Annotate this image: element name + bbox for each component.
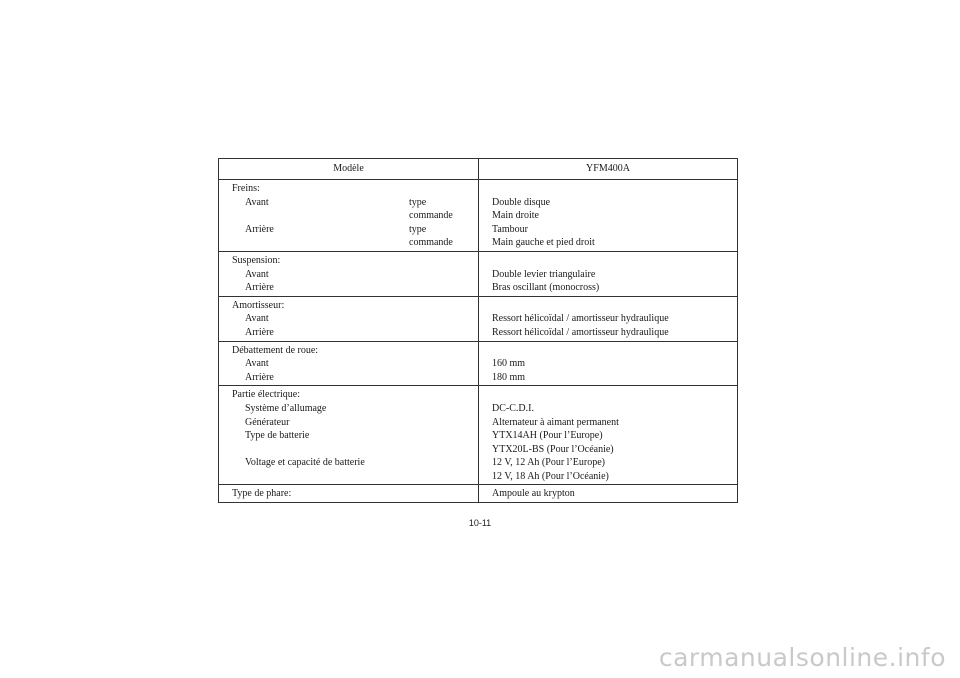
section-label-electrique: Partie électrique:: [232, 389, 301, 401]
table-row: [219, 485, 738, 503]
row-sublabel: type: [409, 196, 427, 208]
section-label-suspension: Suspension:: [232, 254, 281, 266]
row-value: YTX14AH (Pour l’Europe): [479, 429, 738, 443]
table-row: [219, 402, 738, 416]
row-value: Alternateur à aimant permanent: [479, 416, 738, 430]
section-label-freins: Freins:: [232, 183, 260, 194]
table-row: [219, 341, 738, 357]
row-label: Avant: [245, 268, 269, 280]
table-row: [219, 443, 738, 457]
row-value: Double disque: [479, 196, 738, 210]
table-header-row: [219, 159, 738, 180]
row-value: 180 mm: [479, 371, 738, 386]
row-label: Arrière: [245, 326, 274, 338]
row-sublabel: commande: [409, 237, 453, 249]
table-row: [219, 357, 738, 371]
row-value: Bras oscillant (monocross): [479, 281, 738, 296]
header-model-value: YFM400A: [479, 159, 738, 180]
row-value: Ampoule au krypton: [479, 485, 738, 503]
row-value: Double levier triangulaire: [479, 268, 738, 282]
header-model-label: Modèle: [219, 159, 479, 180]
watermark: carmanualsonline.info: [658, 643, 946, 672]
row-sublabel: type: [409, 223, 427, 235]
table-row: [219, 470, 738, 485]
table-row: [219, 236, 738, 251]
row-label: Générateur: [245, 416, 290, 428]
row-value: 160 mm: [479, 357, 738, 371]
table-row: [219, 312, 738, 326]
row-value: 12 V, 18 Ah (Pour l’Océanie): [479, 470, 738, 485]
row-value: Ressort hélicoïdal / amortisseur hydraulique: [479, 312, 738, 326]
row-value: Ressort hélicoïdal / amortisseur hydraulique: [479, 326, 738, 341]
table-row: [219, 429, 738, 443]
table-row: [219, 268, 738, 282]
table-row: [219, 209, 738, 223]
table-row: [219, 456, 738, 470]
table-row: [219, 180, 738, 196]
row-value: Main gauche et pied droit: [479, 236, 738, 251]
table-row: [219, 251, 738, 267]
row-label: Avant: [245, 196, 269, 208]
row-label: Système d’allumage: [245, 402, 327, 414]
table-row: [219, 386, 738, 402]
row-label: Arrière: [245, 282, 274, 294]
row-label: Type de batterie: [245, 430, 310, 442]
row-label: Avant: [245, 358, 269, 370]
table-row: [219, 223, 738, 237]
row-value: DC-C.D.I.: [479, 402, 738, 416]
page-number: 10-11: [468, 518, 492, 528]
table-row: [219, 416, 738, 430]
table-row: [219, 296, 738, 312]
section-label-debattement: Débattement de roue:: [232, 344, 319, 356]
table-row: [219, 371, 738, 386]
row-label: Voltage et capacité de batterie: [245, 457, 365, 469]
section-label-phare: Type de phare:: [232, 488, 292, 500]
table-row: [219, 326, 738, 341]
row-label: Avant: [245, 313, 269, 325]
row-value: YTX20L-BS (Pour l’Océanie): [479, 443, 738, 457]
spec-table: [218, 158, 738, 503]
row-label: Arrière: [245, 371, 274, 383]
section-label-amortisseur: Amortisseur:: [232, 299, 285, 311]
row-sublabel: commande: [409, 210, 453, 222]
row-label: Arrière: [245, 223, 274, 235]
row-value: Main droite: [479, 209, 738, 223]
table-row: [219, 281, 738, 296]
row-value: 12 V, 12 Ah (Pour l’Europe): [479, 456, 738, 470]
table-row: [219, 196, 738, 210]
row-value: Tambour: [479, 223, 738, 237]
